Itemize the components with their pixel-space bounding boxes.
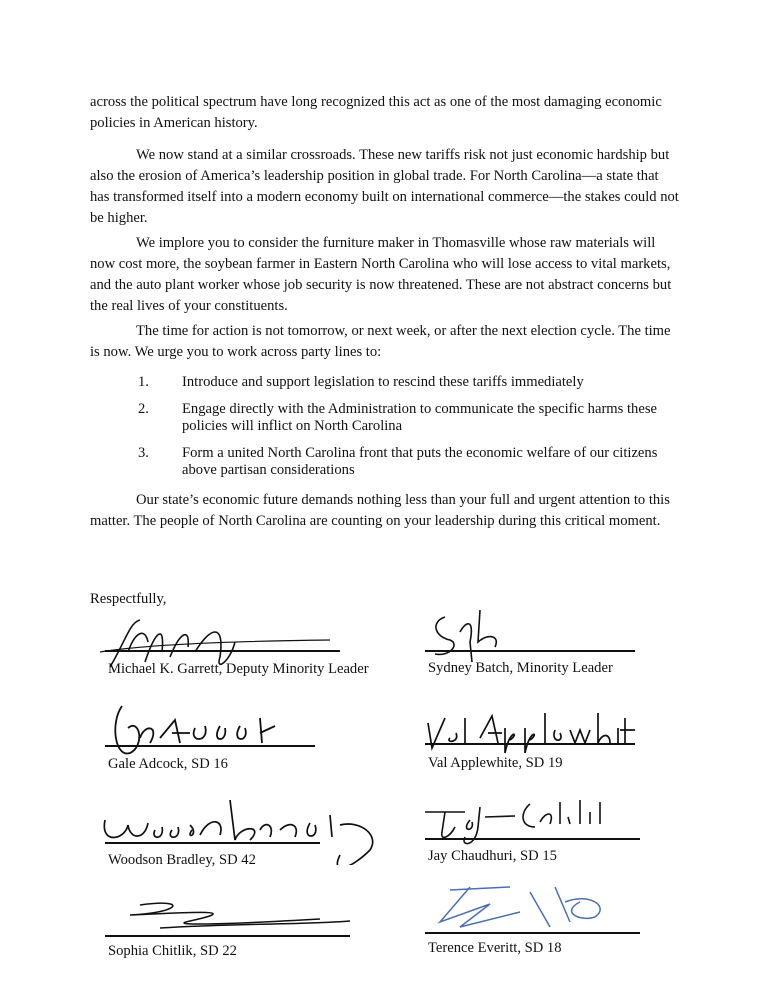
action-item-2 (90, 401, 680, 435)
paragraph-1: across the political spectrum have long recognized this act as one of the most damaging economic policies in American history. (90, 94, 662, 131)
signature-line (105, 842, 320, 844)
paragraph-2: We now stand at a similar crossroads. These new tariffs risk not just economic hardship but also the erosion of America’s leadership position in global trade. For North Carolina—a state that has transformed itself into a modern economy built on international commerce—the stakes could not be higher. (90, 147, 679, 226)
signature-line (425, 650, 635, 652)
action-item-1 (90, 374, 680, 391)
closing-salutation: Respectfully, (90, 591, 167, 607)
signatory-name: Val Applewhite, SD 19 (428, 755, 563, 771)
action-text: Engage directly with the Administration to communicate the specific harms these policies will inflict on North Carolina (182, 401, 657, 434)
signature-line (425, 838, 640, 840)
signatory-name: Gale Adcock, SD 16 (108, 756, 228, 772)
action-text: Introduce and support legislation to rescind these tariffs immediately (182, 374, 584, 390)
signature-block-chitlik (100, 893, 380, 963)
signature-block-chaudhuri (420, 792, 700, 862)
signatory-name: Sydney Batch, Minority Leader (428, 660, 613, 676)
action-number: 3. (138, 445, 149, 461)
action-number: 2. (138, 401, 149, 417)
paragraph-3: We implore you to consider the furniture maker in Thomasville whose raw materials will now cost more, the soybean farmer in Eastern North Carolina who will lose access to vital markets, and the auto plant worker whose job security is now threatened. These are not abstract concerns but the real lives of your constituents. (90, 235, 672, 314)
signature-block-garrett (100, 612, 380, 682)
signature-line (425, 743, 635, 745)
signatory-name: Sophia Chitlik, SD 22 (108, 943, 237, 959)
signature-block-bradley (100, 795, 380, 868)
signature-line (105, 650, 340, 652)
action-list (90, 374, 680, 489)
signature-block-everitt (420, 882, 700, 956)
action-item-3 (90, 445, 680, 479)
signatory-name: Jay Chaudhuri, SD 15 (428, 848, 557, 864)
signatory-name: Terence Everitt, SD 18 (428, 940, 562, 956)
signature-block-batch (420, 602, 700, 676)
signature-line (425, 932, 640, 934)
signature-line (105, 935, 350, 937)
action-text: Form a united North Carolina front that puts the economic welfare of our citizens above partisan considerations (182, 445, 658, 478)
signatory-name: Woodson Bradley, SD 42 (108, 852, 256, 868)
signature-block-adcock (100, 698, 380, 772)
action-number: 1. (138, 374, 149, 390)
signatory-name: Michael K. Garrett, Deputy Minority Leader (108, 661, 369, 677)
signature-line (105, 745, 315, 747)
paragraph-4: The time for action is not tomorrow, or next week, or after the next election cycle. The time is now. We urge you to work across party lines to: (90, 323, 671, 360)
paragraph-final: Our state’s economic future demands nothing less than your full and urgent attention to this matter. The people of North Carolina are counting on your leadership during this critical moment. (90, 492, 670, 529)
signature-block-applewhite (420, 698, 700, 771)
